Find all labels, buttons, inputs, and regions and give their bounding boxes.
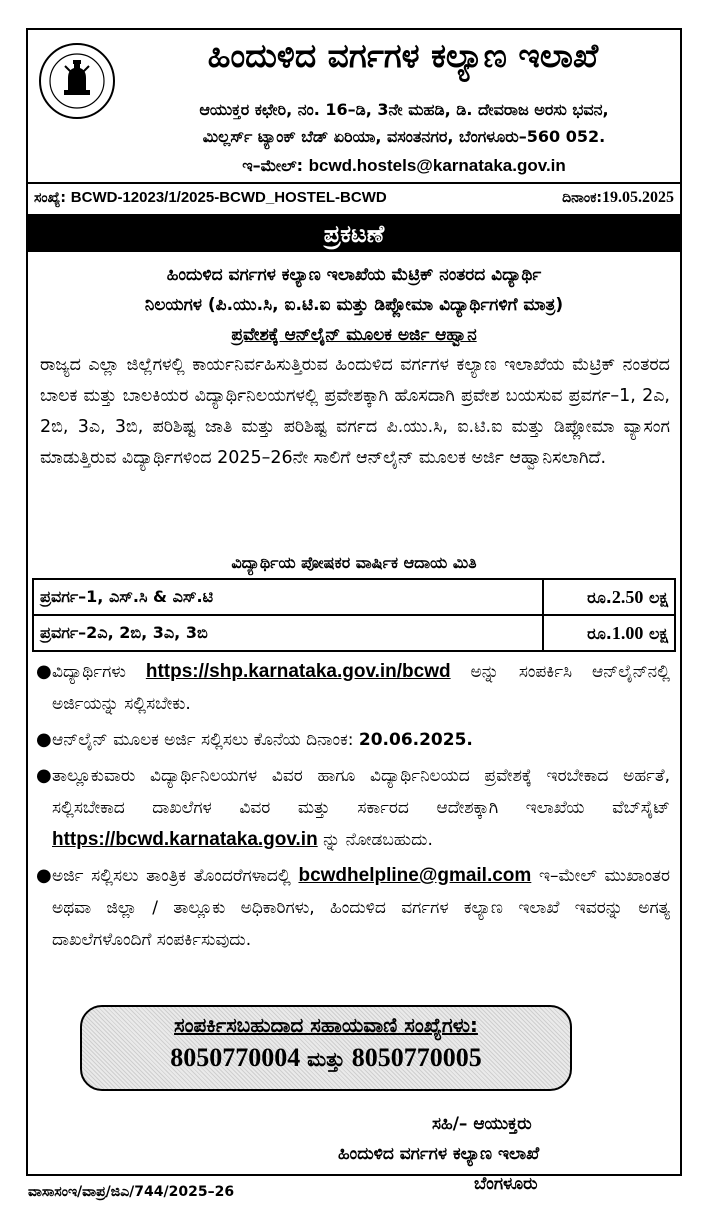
amount-cell — [543, 579, 675, 615]
helpline-number-2[interactable]: 8050770005 — [351, 1043, 482, 1072]
notice-frame — [26, 28, 682, 1176]
amount-suffix: ಲಕ್ಷ — [643, 587, 668, 607]
signature-line-1: ಸಹಿ/– ಆಯುಕ್ತರು — [432, 1114, 532, 1134]
reference-number-value: BCWD-12023/1/2025-BCWD_HOSTEL-BCWD — [70, 189, 387, 206]
body-paragraph: ರಾಜ್ಯದ ಎಲ್ಲಾ ಜಿಲ್ಲೆಗಳಲ್ಲಿ ಕಾರ್ಯನಿರ್ವಹಿಸುತ್ತಿರುವ ಹಿಂದುಳಿದ ವರ್ಗಗಳ ಕಲ್ಯಾಣ ಇಲಾಖೆಯ ಮೆಟ್ರಿಕ್ ನಂತರದ ಬಾಲಕ ಮತ್ತು ಬಾಲಕಿಯರ ವಿದ್ಯಾರ್ಥಿನಿಲಯಗಳಲ್ಲಿ ಪ್ರವೇಶಕ್ಕಾಗಿ ಹೊಸದಾಗಿ ಪ್ರವೇಶ ಬಯಸುವ ಪ್ರವರ್ಗ–1, 2ಎ, 2ಬಿ, 3ಎ, 3ಬಿ, ಪರಿಶಿಷ್ಟ ಜಾತಿ ಮತ್ತು ಪರಿಶಿಷ್ಟ ವರ್ಗದ ಪಿ.ಯು.ಸಿ, ಐ.ಟಿ.ಐ ಮತ್ತು ಡಿಪ್ಲೋಮಾ ವ್ಯಾಸಂಗ ಮಾಡುತ್ತಿರುವ ವಿದ್ಯಾರ್ಥಿಗಳಿಂದ 2025–26ನೇ ಸಾಲಿಗೆ ಆನ್‌ಲೈನ್ ಮೂಲಕ ಅರ್ಜಿ ಆಹ್ವಾನಿಸಲಾಗಿದೆ. — [40, 355, 670, 468]
reference-row — [28, 184, 680, 216]
list-item — [34, 760, 670, 856]
amount-value: 2.50 — [611, 586, 644, 607]
bullet-text: ಇ–ಮೇಲ್ ಮುಖಾಂತರ ಅಥವಾ ಜಿಲ್ಲಾ / ತಾಲ್ಲೂಕು ಅಧಿಕಾರಿಗಳು, ಹಿಂದುಳಿದ ವರ್ಗಗಳ ಕಲ್ಯಾಣ ಇಲಾಖೆ ಇವರನ್ನು ಅಗತ್ಯ ದಾಖಲೆಗಳೊಂದಿಗೆ ಸಂಪರ್ಕಿಸುವುದು. — [52, 866, 671, 950]
reference-date — [562, 189, 674, 207]
last-date: 20.06.2025. — [358, 730, 473, 750]
table-row — [33, 615, 675, 651]
subject-line-3: ಪ್ರವೇಶಕ್ಕೆ ಆನ್‌ಲೈನ್ ಮೂಲಕ ಅರ್ಜಿ ಆಹ್ವಾನ — [231, 325, 477, 345]
announcement-banner: ಪ್ರಕಟಣೆ — [28, 216, 680, 252]
bullet-text: ನ್ನು ನೋಡಬಹುದು. — [317, 830, 433, 850]
helpline-numbers — [82, 1043, 570, 1073]
footer-code: ವಾಸಾಸಂಇ/ವಾಪ್ರ/ಜಿಎ/744/2025–26 — [28, 1184, 235, 1200]
website-link[interactable]: https://bcwd.karnataka.gov.in — [52, 829, 318, 850]
email-label: ಇ–ಮೇಲ್: — [242, 156, 304, 175]
bullet-text: ಆನ್‌ಲೈನ್ ಮೂಲಕ ಅರ್ಜಿ ಸಲ್ಲಿಸಲು ಕೊನೆಯ ದಿನಾಂಕ: — [52, 730, 359, 750]
helpline-number-1[interactable]: 8050770004 — [170, 1043, 301, 1072]
bullet-text: ತಾಲ್ಲೂಕುವಾರು ವಿದ್ಯಾರ್ಥಿನಿಲಯಗಳ ವಿವರ ಹಾಗೂ ವಿದ್ಯಾರ್ಥಿನಿಲಯದ ಪ್ರವೇಶಕ್ಕೆ ಇರಬೇಕಾದ ಅರ್ಹತೆ, ಸಲ್ಲಿಸಬೇಕಾದ ದಾಖಲೆಗಳ ವಿವರ ಮತ್ತು ಸರ್ಕಾರದ ಆದೇಶಕ್ಕಾಗಿ ಇಲಾಖೆಯ ವೆಬ್‌ಸೈಟ್ — [52, 766, 670, 818]
list-item — [34, 656, 670, 720]
category-cell: ಪ್ರವರ್ಗ–1, ಎಸ್.ಸಿ & ಎಸ್.ಟಿ — [33, 579, 543, 615]
list-item — [34, 860, 670, 956]
email-line — [128, 156, 680, 176]
amount-value: 1.00 — [611, 622, 644, 643]
signature-line-2: ಹಿಂದುಳಿದ ವರ್ಗಗಳ ಕಲ್ಯಾಣ ಇಲಾಖೆ — [338, 1144, 540, 1164]
bullet-text: ಅರ್ಜಿ ಸಲ್ಲಿಸಲು ತಾಂತ್ರಿಕ ತೊಂದರೆಗಳಾದಲ್ಲಿ — [52, 866, 299, 886]
helpline-email-link[interactable]: bcwdhelpline@gmail.com — [298, 865, 532, 886]
bullet-text: ವಿದ್ಯಾರ್ಥಿಗಳು — [52, 662, 146, 682]
reference-number — [34, 189, 387, 206]
header — [28, 30, 680, 184]
address-line-2: ಮಿಲ್ಲರ್ಸ್ ಟ್ಯಾಂಕ್ ಬೆಡ್ ಏರಿಯಾ, ವಸಂತನಗರ, ಬೆಂಗಳೂರು–560 052. — [202, 127, 606, 146]
list-item — [34, 724, 670, 756]
amount-prefix: ರೂ. — [587, 623, 612, 643]
bullet-text: ಅನ್ನು ಸಂಪರ್ಕಿಸಿ ಆನ್‌ಲೈನ್‌ನಲ್ಲಿ ಅರ್ಜಿಯನ್ನು ಸಲ್ಲಿಸಬೇಕು. — [52, 662, 670, 714]
bullet-icon: ● — [36, 661, 52, 682]
subject-line-2: ನಿಲಯಗಳ (ಪಿ.ಯು.ಸಿ, ಐ.ಟಿ.ಐ ಮತ್ತು ಡಿಪ್ಲೋಮಾ ವಿದ್ಯಾರ್ಥಿಗಳಿಗೆ ಮಾತ್ರ) — [144, 295, 564, 315]
helpline-connector: ಮತ್ತು — [300, 1047, 352, 1071]
category-cell: ಪ್ರವರ್ಗ–2ಎ, 2ಬಿ, 3ಎ, 3ಬಿ — [33, 615, 543, 651]
helpline-box — [80, 1005, 572, 1091]
subject — [28, 252, 680, 348]
reference-number-label: ಸಂಖ್ಯೆ: — [34, 190, 66, 206]
amount-prefix: ರೂ. — [587, 587, 612, 607]
amount-suffix: ಲಕ್ಷ — [643, 623, 668, 643]
helpline-title: ಸಂಪರ್ಕಿಸಬಹುದಾದ ಸಹಾಯವಾಣಿ ಸಂಖ್ಯೆಗಳು: — [174, 1013, 478, 1037]
reference-date-value: 19.05.2025 — [602, 189, 674, 206]
amount-cell — [543, 615, 675, 651]
income-limit-table — [32, 578, 676, 652]
table-row — [33, 579, 675, 615]
karnataka-emblem-icon — [38, 42, 116, 120]
portal-link[interactable]: https://shp.karnataka.gov.in/bcwd — [145, 661, 451, 682]
bullet-icon: ● — [36, 729, 52, 750]
income-limit-title: ವಿದ್ಯಾರ್ಥಿಯ ಪೋಷಕರ ವಾರ್ಷಿಕ ಆದಾಯ ಮಿತಿ — [231, 553, 477, 572]
department-title: ಹಿಂದುಳಿದ ವರ್ಗಗಳ ಕಲ್ಯಾಣ ಇಲಾಖೆ — [207, 36, 599, 75]
email-address: bcwd.hostels@karnataka.gov.in — [308, 156, 566, 175]
bullet-icon: ● — [36, 865, 52, 886]
address-line-1: ಆಯುಕ್ತರ ಕಛೇರಿ, ನಂ. 16–ಡಿ, 3ನೇ ಮಹಡಿ, ಡಿ. ದೇವರಾಜ ಅರಸು ಭವನ, — [199, 100, 609, 119]
reference-date-label: ದಿನಾಂಕ: — [562, 190, 602, 206]
signature-line-3: ಬೆಂಗಳೂರು — [474, 1174, 538, 1194]
subject-line-1: ಹಿಂದುಳಿದ ವರ್ಗಗಳ ಕಲ್ಯಾಣ ಇಲಾಖೆಯ ಮೆಟ್ರಿಕ್ ನಂತರದ ವಿದ್ಯಾರ್ಥಿ — [166, 265, 542, 285]
bullet-icon: ● — [36, 765, 52, 786]
instructions-list — [28, 652, 680, 956]
